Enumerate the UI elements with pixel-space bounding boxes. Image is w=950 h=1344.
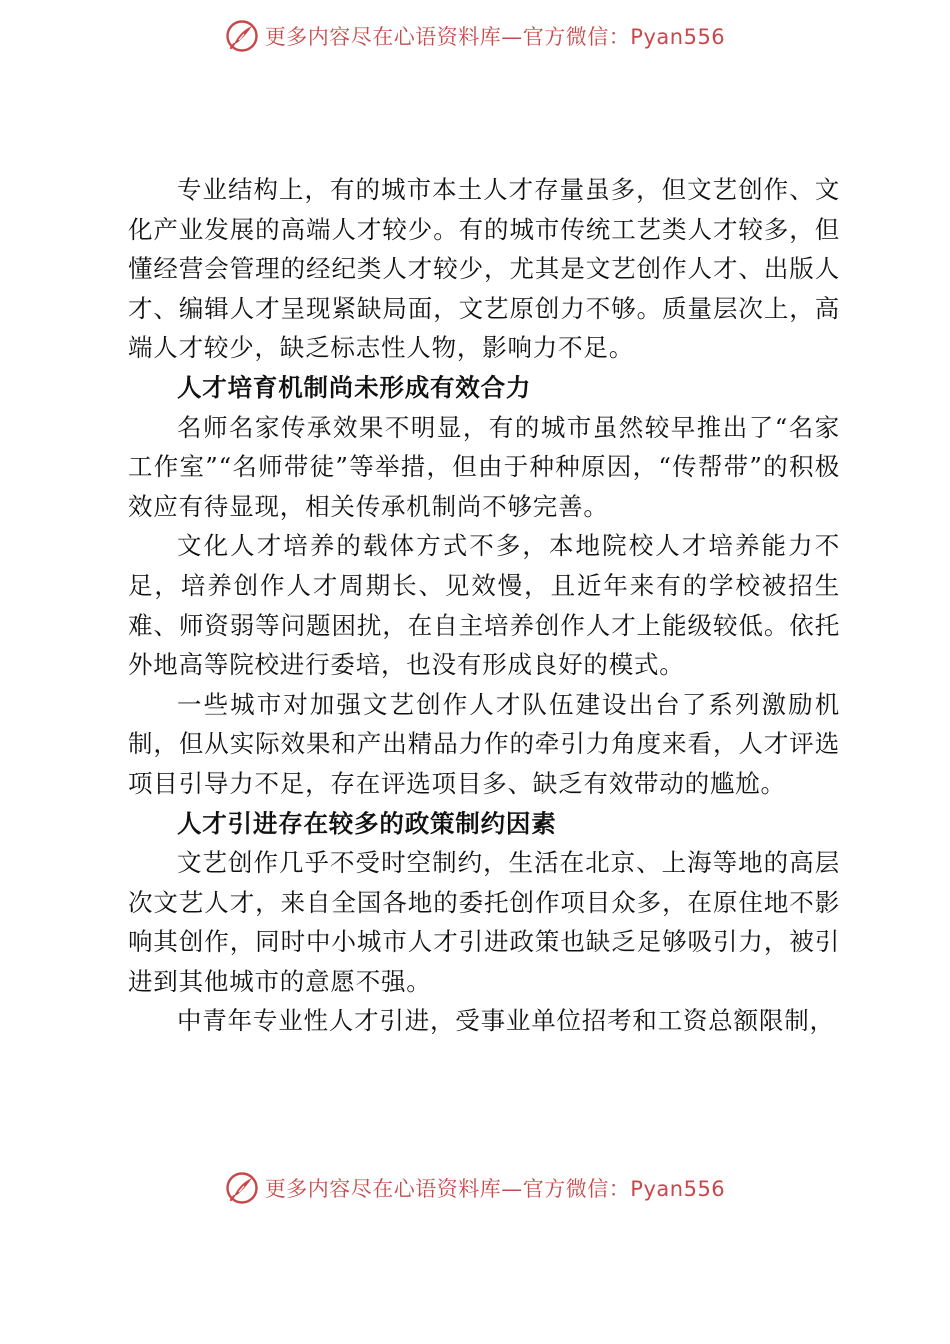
paragraph-mentorship: 名师名家传承效果不明显，有的城市虽然较早推出了“名家工作室”“名师带徒”等举措，但由于种种原因，“传帮带”的积极效应有待显现，相关传承机制尚不够完善。 [128,412,840,521]
header-banner-text: 更多内容尽在心语资料库—官方微信：Pyan556 [264,25,726,49]
pen-feather-logo-icon [225,19,259,53]
paragraph-incentives: 一些城市对加强文艺创作人才队伍建设出台了系列激励机制，但从实际效果和产出精品力作的牵引力角度来看，人才评选项目引导力不足，存在评选项目多、缺乏有效带动的尴尬。 [128,689,840,798]
document-body [128,170,840,1041]
paragraph-recruitment-constraints: 文艺创作几乎不受时空制约，生活在北京、上海等地的高层次文艺人才，来自全国各地的委托创作项目众多，在原住地不影响其创作，同时中小城市人才引进政策也缺乏足够吸引力，被引进到其他城市的意愿不强。 [128,848,840,996]
footer-banner-text: 更多内容尽在心语资料库—官方微信：Pyan556 [264,1177,726,1201]
header-banner [0,16,950,56]
section-heading-recruitment: 人才引进存在较多的政策制约因素 [177,808,557,838]
section-heading-cultivation: 人才培育机制尚未形成有效合力 [177,372,532,402]
paragraph-talent-structure: 专业结构上，有的城市本土人才存量虽多，但文艺创作、文化产业发展的高端人才较少。有的城市传统工艺类人才较多，但懂经营会管理的经纪类人才较少，尤其是文艺创作人才、出版人才、编辑人才呈现紧缺局面，文艺原创力不够。质量层次上，高端人才较少，缺乏标志性人物，影响力不足。 [128,175,840,363]
pen-feather-logo-icon [225,1171,259,1205]
footer-banner [0,1168,950,1208]
paragraph-training-carriers: 文化人才培养的载体方式不多，本地院校人才培养能力不足，培养创作人才周期长、见效慢，且近年来有的学校被招生难、师资弱等问题困扰，在自主培养创作人才上能级较低。依托外地高等院校进行委培，也没有形成良好的模式。 [128,531,840,680]
paragraph-young-talent: 中青年专业性人才引进，受事业单位招考和工资总额限制， [177,1006,835,1036]
